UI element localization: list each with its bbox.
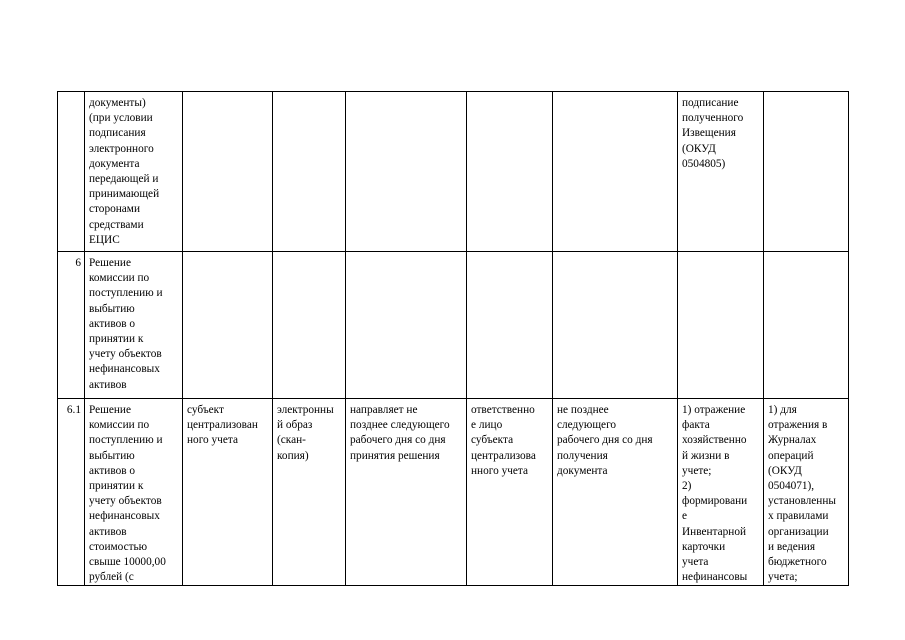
- row-number: 6.1: [66, 404, 81, 416]
- table-row: [58, 252, 849, 399]
- note-cell: [764, 92, 849, 252]
- format-text: электронны й образ (скан- копия): [277, 404, 334, 462]
- format-cell: [273, 92, 346, 252]
- use-cell: [678, 92, 764, 252]
- deadline-text: не позднее следующего рабочего дня со дня получения документа: [557, 404, 653, 477]
- use-cell: [678, 399, 764, 586]
- action-cell: [346, 92, 467, 252]
- responsible-cell: [467, 252, 553, 399]
- table-row: [58, 399, 849, 586]
- creator-cell: [183, 399, 273, 586]
- use-text: 1) отражение факта хозяйственно й жизни в учете; 2) формировани е Инвентарной карточки учета нефинансовы: [682, 404, 748, 584]
- document-name: Решение комиссии по поступлению и выбытию активов о принятии к учету объектов нефинансовых активов: [89, 257, 163, 391]
- document-name: Решение комиссии по поступлению и выбытию активов о принятии к учету объектов нефинансовых активов стоимостью свыше 10000,00 рублей (с: [89, 404, 166, 584]
- use-text: подписание полученного Извещения (ОКУД 0504805): [682, 97, 744, 170]
- responsible-cell: [467, 399, 553, 586]
- table-row: [58, 92, 849, 252]
- action-text: направляет не позднее следующего рабочего дня со дня принятия решения: [350, 404, 450, 462]
- note-text: 1) для отражения в Журналах операций (ОКУД 0504071), установленны х правилами организации и ведения бюджетного учета;: [768, 404, 836, 584]
- row-number-cell: [58, 92, 85, 252]
- creator-cell: [183, 252, 273, 399]
- deadline-cell: [553, 252, 678, 399]
- creator-cell: [183, 92, 273, 252]
- action-cell: [346, 252, 467, 399]
- deadline-cell: [553, 92, 678, 252]
- row-number: 6: [75, 257, 81, 269]
- document-name-cell: [85, 252, 183, 399]
- responsible-cell: [467, 92, 553, 252]
- use-cell: [678, 252, 764, 399]
- document-name: документы) (при условии подписания электронного документа передающей и принимающей сторонами средствами ЕЦИС: [89, 97, 160, 246]
- format-cell: [273, 399, 346, 586]
- creator-text: субъект централизован ного учета: [187, 404, 258, 447]
- document-name-cell: [85, 92, 183, 252]
- format-cell: [273, 252, 346, 399]
- row-number-cell: [58, 252, 85, 399]
- row-number-cell: [58, 399, 85, 586]
- responsible-text: ответственно е лицо субъекта централизова нного учета: [471, 404, 536, 477]
- deadline-cell: [553, 399, 678, 586]
- note-cell: [764, 399, 849, 586]
- action-cell: [346, 399, 467, 586]
- document-name-cell: [85, 399, 183, 586]
- document-table: [57, 91, 849, 586]
- note-cell: [764, 252, 849, 399]
